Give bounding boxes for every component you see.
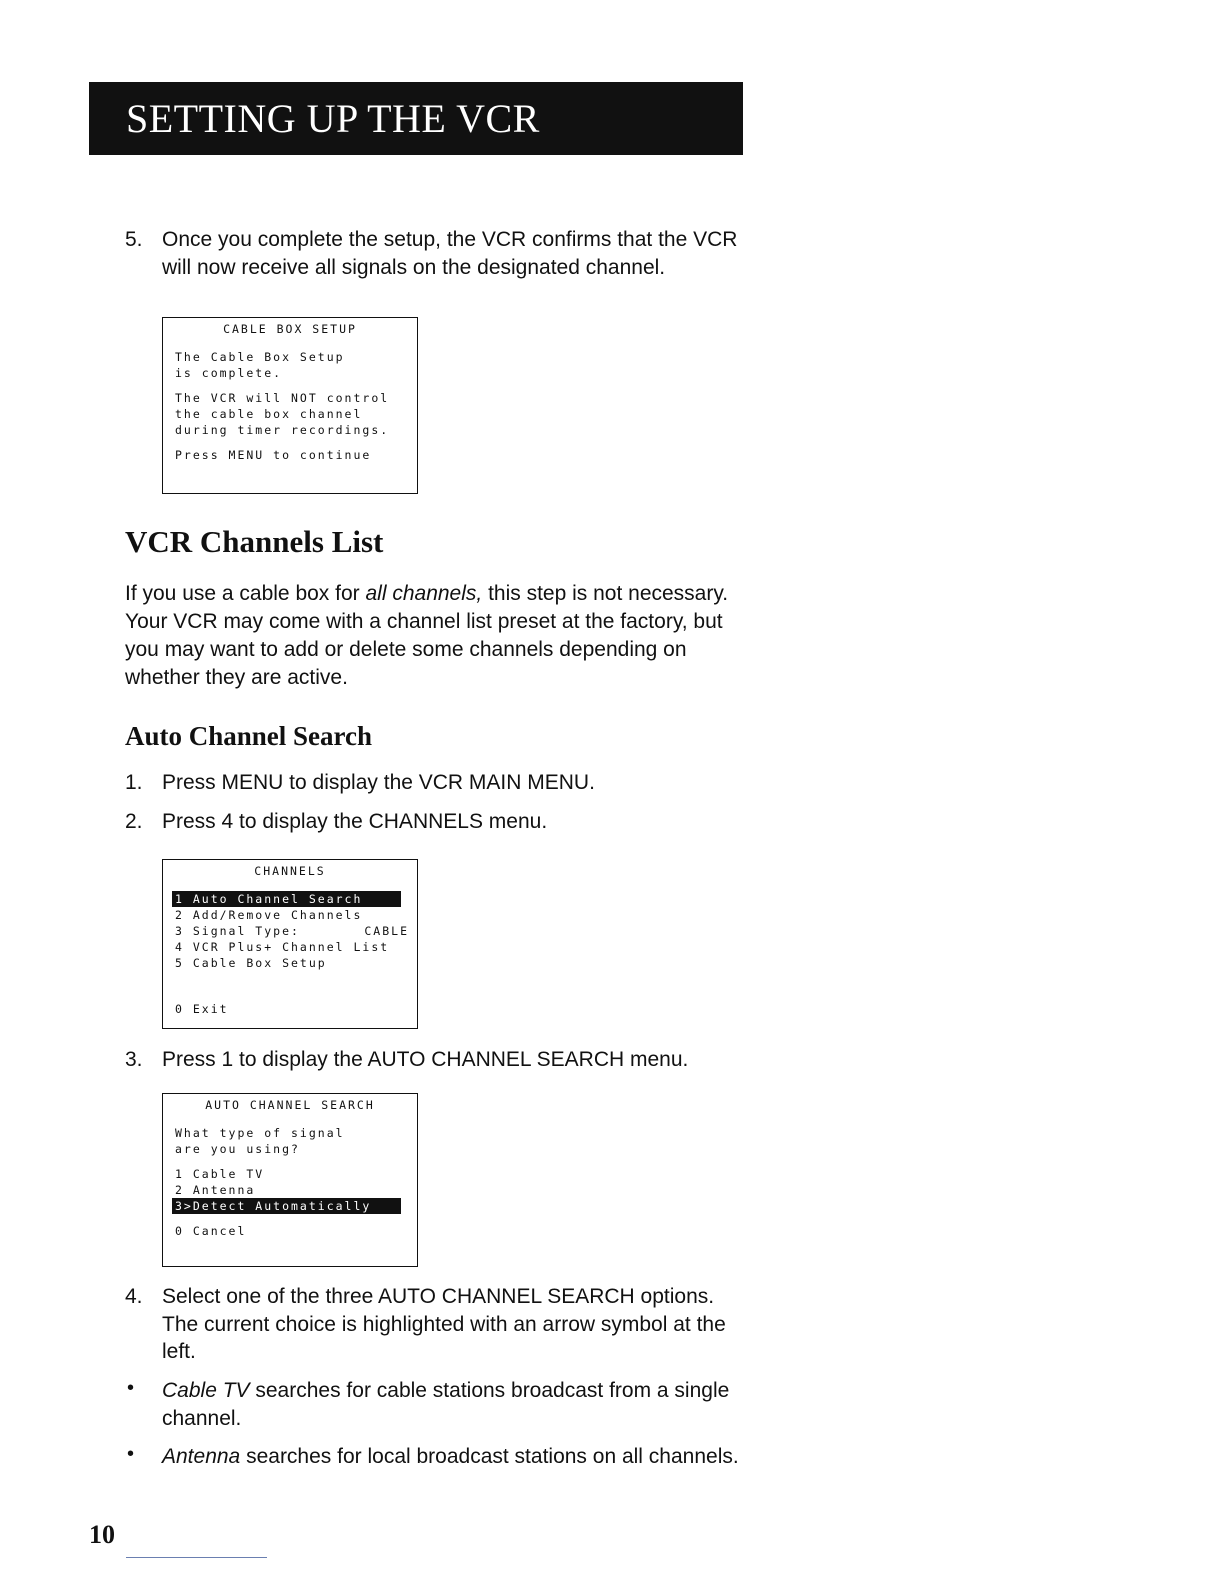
bullet-symbol: • [127, 1377, 135, 1399]
screen-title: CHANNELS [254, 864, 326, 878]
step-2 [125, 808, 745, 836]
option-detect-automatically: 3>Detect Automatically [172, 1198, 401, 1214]
page-header: SETTING UP THE VCR [89, 82, 743, 155]
step-4 [125, 1283, 745, 1366]
step-text: Select one of the three AUTO CHANNEL SEARCH options. The current choice is highlighted with an arrow symbol at the left. [162, 1285, 726, 1363]
bullet-text [162, 1377, 745, 1432]
screen-title: CABLE BOX SETUP [223, 322, 357, 336]
step-text: Press 4 to display the CHANNELS menu. [162, 810, 548, 833]
menu-item-auto-channel-search: 1 Auto Channel Search [172, 891, 401, 907]
step-text: Press 1 to display the AUTO CHANNEL SEARCH menu. [162, 1048, 689, 1071]
menu-item-cable-box: 5 Cable Box Setup [175, 956, 327, 970]
step-number: 2. [125, 810, 143, 833]
bullet-body: searches for local broadcast stations on all channels. [240, 1445, 739, 1468]
step-number: 4. [125, 1285, 143, 1308]
menu-item-value: CABLE [364, 924, 409, 938]
screen-line: The VCR will NOT control [175, 391, 390, 405]
bullet-text [162, 1443, 745, 1471]
channels-menu-screen [162, 859, 418, 1029]
subsection-title: Auto Channel Search [125, 721, 373, 751]
screen-line: is complete. [175, 366, 283, 380]
step-3 [125, 1046, 745, 1074]
option-antenna: 2 Antenna [175, 1183, 256, 1197]
intro-emphasis: all channels, [365, 582, 483, 605]
option-cable-tv: 1 Cable TV [175, 1167, 265, 1181]
bullet-emphasis: Antenna [162, 1445, 241, 1468]
screen-title: AUTO CHANNEL SEARCH [205, 1098, 375, 1112]
bullet-cable-tv [125, 1377, 745, 1432]
menu-item-exit: 0 Exit [175, 1002, 229, 1016]
bullet-emphasis: Cable TV [162, 1379, 250, 1402]
menu-item-signal-type [175, 923, 409, 939]
section-title: VCR Channels List [125, 524, 384, 559]
screen-line: What type of signal [175, 1126, 345, 1140]
intro-text: this step is not necessary. Your VCR may come with a channel list preset at the factory, but you may want to add or delete some channels depending on whether they are active. [125, 582, 729, 689]
bullet-body: searches for cable stations broadcast from a single channel. [162, 1379, 730, 1430]
step-text: Once you complete the setup, the VCR confirms that the VCR will now receive all signals on the designated channel. [162, 228, 738, 279]
footer-divider [126, 1557, 267, 1558]
menu-item-label: 3 Signal Type: [175, 924, 300, 938]
screen-line: are you using? [175, 1142, 300, 1156]
intro-text: If you use a cable box for [125, 582, 366, 605]
step-number: 1. [125, 771, 143, 794]
step-text: Press MENU to display the VCR MAIN MENU. [162, 771, 595, 794]
step-5 [125, 226, 745, 281]
bullet-symbol: • [127, 1443, 135, 1465]
option-cancel: 0 Cancel [175, 1224, 247, 1238]
screen-line: during timer recordings. [175, 423, 390, 437]
step-number: 3. [125, 1048, 143, 1071]
page-number: 10 [89, 1520, 115, 1549]
menu-item-vcr-plus: 4 VCR Plus+ Channel List [175, 940, 390, 954]
screen-line: Press MENU to continue [175, 448, 372, 462]
menu-item-add-remove: 2 Add/Remove Channels [175, 908, 363, 922]
step-number: 5. [125, 228, 143, 251]
cable-box-setup-screen [162, 317, 418, 494]
auto-channel-search-screen [162, 1093, 418, 1267]
bullet-antenna [125, 1443, 745, 1471]
screen-line: The Cable Box Setup [175, 350, 345, 364]
step-1 [125, 769, 745, 797]
section-intro [125, 580, 735, 692]
screen-line: the cable box channel [175, 407, 363, 421]
